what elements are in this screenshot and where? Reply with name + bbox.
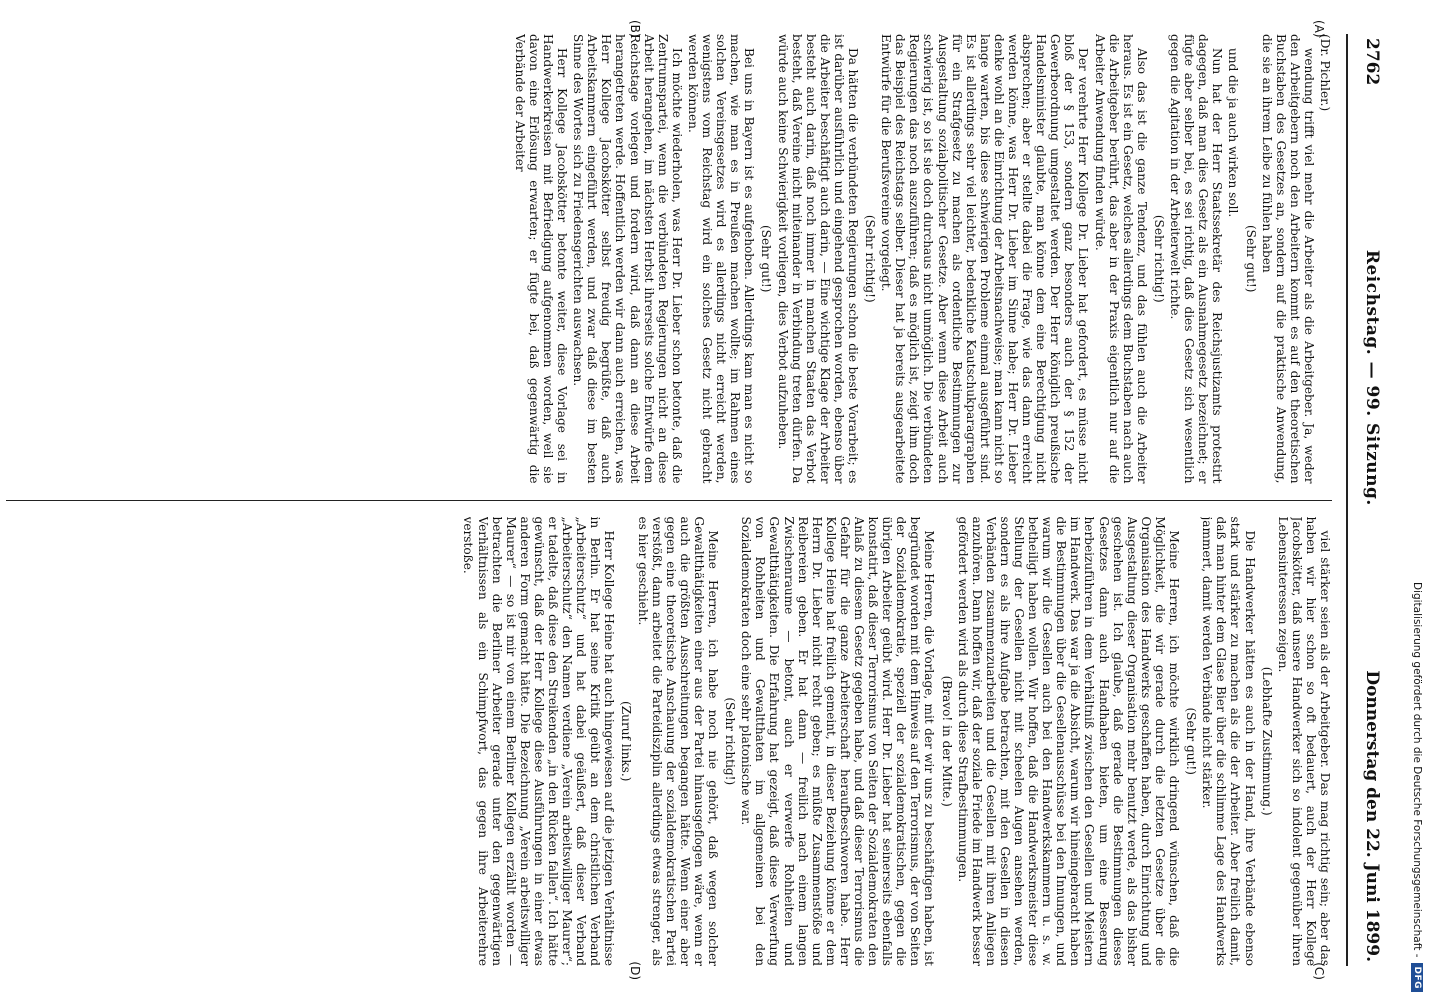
page-date: Donnerstag den 22. Juni 1899.: [1362, 670, 1382, 962]
page-title: Reichstag. — 99. Sitzung.: [1362, 249, 1382, 506]
paragraph: und die ja auch wirken soll.: [1226, 48, 1241, 218]
speaker-label: (Dr. Pichler.): [1318, 34, 1332, 112]
column-divider: [6, 500, 1332, 501]
paragraph: Nun hat der Herr Staatssekretär des Reichsjustizamts protestirt dagegen, daß man dies Gesetz als ein Ausnahmegesetz bezeichnet; er fügte aber selber bei, es sei richtig, daß dies Gesetz sich wesentlich gegen die Agitation in der Arbeiterwelt richte.: [1168, 34, 1225, 484]
rotated-page: [2, 20, 1382, 980]
credit-text: Digitalisierung gefördert durch die Deutsche Forschungsgemeinschaft -: [1411, 581, 1423, 958]
page-header: [1346, 34, 1382, 966]
paragraph: Da hätten die verbündeten Regierungen schon die beste Vorarbeit; es ist darüber ausführlich und eingehend gesprochen worden, ebenso über die Arbeiter beschäftigt auch darin, — Eine wichtige Klage der Arbeiter besteht auch darin, daß noch immer in manchen Staaten das Verbot besteht, daß Vereine nicht miteinander in Verbindung treten dürfen. Da würde auch keine Schwierigkeit vorliegen, dies Verbot aufzuheben.: [775, 34, 860, 484]
paragraph: Bei uns in Bayern ist es aufgehoben. Allerdings kam man es nicht so machen, wie man es in Preußen machen wollte; im Rahmen eines solchen Vereinsgesetzes wird es allerdings nicht erreicht werden, wenigstens vom Reichstag wird ein solches Gesetz nicht gebracht werden können.: [685, 34, 757, 484]
interjection: (Sehr gut!): [759, 224, 774, 293]
paragraph: Ich möchte wiederholen, was Herr Dr. Lieber schon betonte, daß die Zentrumspartei, wenn die verbündeten Regierungen nicht an diese Arbeit herangehen, im nächsten Herbst ihrerseits solche Entwürfe dem Reichstage vorlegen und fordern wird, daß dann an diese Arbeit herangetreten werde. Hoffentlich werden wir dann auch erreichen, was Herr Kollege Jacobskötter selbst freudig begrüßte, daß auch Arbeitskammern eingeführt werden, und zwar daß diese im besten Sinne des Wortes sich zu Friedensgerichten auswachsen.: [571, 34, 684, 484]
paragraph: wendung trifft viel mehr die Arbeiter als die Arbeitgeber. Ja, weder den Arbeitgebern noch den Arbeitern kommt es auf den theoretischen Buchstaben des Gesetzes an, sondern auf die praktische Anwendung, die sie an ihrem Leibe zu fühlen haben: [1259, 34, 1316, 484]
paragraph: Die Handwerker hätten es auch in der Hand, ihre Verbände ebenso stark und stärker zu machen als die der Arbeiter. Aber freilich damit, daß man hinter dem Glase Bier über die schlimme Lage des Handwerks jammert, damit werden Verbände nicht stärker.: [1200, 516, 1257, 966]
paragraph: Herr Kollege Heine hat auch hingewiesen auf die jetzigen Verhältnisse in Berlin. Er hat seine Kritik geübt an dem christlichen Verband „Arbeiterschutz“ und hat dabei geäußert, daß dieser Verband „Arbeiterschutz“ den Namen verdiene „Verein arbeitswilliger Maurer“; er tadelte, daß diese den Streikenden „in den Rücken fallen“. Ich hätte gewünscht, daß der Herr Kollege diese Ausführungen in einer etwas anderen Form gemacht hätte. Die Bezeichnung „Verein arbeitswilliger Maurer“ — so ist mir von einem Berliner Kollegen erzählt worden — betrachten die Berliner Arbeiter gerade unter den gegenwärtigen Verhältnissen als ein Schimpfwort, das gegen ihre Arbeiterehre verstoße.: [461, 516, 617, 966]
interjection: (Sehr gut!): [1184, 707, 1199, 776]
left-column: [6, 34, 1332, 484]
interjection: (Sehr richtig!): [723, 697, 738, 786]
dfg-logo: DFG: [1411, 963, 1423, 992]
paragraph: Der verehrte Herr Kollege Dr. Lieber hat gefordert, es müsse nicht bloß der § 153, sondern ganz besonders auch der § 152 der Gewerbeordnung umgestaltet werden. Der Herr königlich preußische Handelsminister glaubte, man könne dem eine Berechtigung nicht absprechen; aber er stellte dabei die Frage, wie das dann erreicht werden könne, was Herr Dr. Lieber im Sinne habe; Herr Dr. Lieber denke wohl an die Einrichtung der Arbeitsnachweise; man kann nicht so lange warten, bis diese schwierigen Probleme einmal ausgeführt sind. Es ist allerdings sehr viel leichter, bedenkliche Kautschukparagraphen für ein Strafgesetz zu machen als ordentliche Bestimmungen zur Ausgestaltung sozialpolitischer Gesetze. Aber wenn diese Arbeit auch schwierig ist, so ist sie doch durchaus nicht unmöglich. Die verbündeten Regierungen das noch auszuführen; daß es möglich ist, zeigt ihm doch das Beispiel des Reichstags selber. Dieser hat ja bereits ausgearbeitete Entwürfe für die Berufsvereine vorgelegt.: [879, 34, 1091, 484]
margin-marker-c: (C): [1312, 962, 1326, 980]
interjection: (Lebhafte Zustimmung.): [1259, 666, 1274, 816]
paragraph: Herr Kollege Jacobskötter betonte weiter, diese Vorlage sei in Handwerkerkreisen mit Befriedigung aufgenommen worden, weil sie davon eine Erlösung erwarten; er fügte bei, daß gegenwärtig die Verbände der Arbeiter: [512, 34, 570, 484]
margin-marker-d: (D): [628, 961, 642, 980]
margin-marker-a: (A): [1312, 20, 1326, 38]
paragraph: Meine Herren, die Vorlage, mit der wir uns zu beschäftigen haben, ist begründet worden mit dem Hinweis auf den Terrorismus, der von Seiten der Sozialdemokratie, speziell der sozialdemokratischen, gegen die übrigen Arbeiter geübt wird. Herr Dr. Lieber hat seinerseits ebenfalls konstatirt, daß dieser Terrorismus von Seiten der Sozialdemokraten den Anlaß zu diesem Gesetz gegeben habe, und daß dieser Terrorismus die Gefahr für die ganze Arbeiterschaft heraufbeschworen habe. Herr Kollege Heine hat freilich gemeint, in dieser Beziehung könne er dem Herrn Dr. Lieber nicht recht geben; es müßte Zusammenstöße und Reibereien geben. Er hat dann — freilich nach einem langen Zwischenraume — betont, auch er verwerfe Rohheiten und Gewaltthätigkeiten. Die Erfahrung hat gezeigt, daß diese Verwerfung von Rohheiten und Gewaltthaten im allgemeinen bei den Sozialdemokraten doch eine sehr platonische war.: [739, 516, 937, 966]
interjection: (Sehr richtig!): [1151, 214, 1166, 303]
paragraph: Also das ist die ganze Tendenz, und das fühlen auch die Arbeiter heraus. Es ist ein Gesetz, welches allerdings dem Buchstaben nach auch die Arbeitgeber berührt, das aber in der Praxis eigentlich nur auf die Arbeiter Anwendung finden würde.: [1092, 34, 1149, 484]
paragraph: Meine Herren, ich möchte wirklich dringend wünschen, daß die Möglichkeit, die wir gerade durch die letzten Gesetze über die Organisation des Handwerks geschaffen haben, durch Einrichtung und Ausgestaltung dieser Organisation mehr benutzt werde, als das bisher geschehen ist. Ich glaube, daß gerade die Bestimmungen dieses Gesetzes dann auch Handhaben bieten, um eine Besserung herbeizuführen in dem Verhältniß zwischen den Gesellen und Meistern im Handwerk. Das war ja die Absicht, warum wir hineingebracht haben die Bestimmungen über die Gesellenausschüsse bei den Innungen, und warum wir die Gesellen auch bei den Handwerkskammern u. s. w. betheiligt haben wollen. Wir hoffen, daß die Handwerksmeister diese Stellung der Gesellen nicht mit scheelen Augen ansehen werden, sondern es als ihre Aufgabe betrachten, mit den Gesellen in diesen Verbänden zusammenzuarbeiten und die Gesellen mit ihren Anliegen anzuhören. Dann hoffen wir, daß der soziale Friede im Handwerk besser gefördert werden wird als durch diese Strafbestimmungen.: [955, 516, 1182, 966]
right-column: [6, 517, 1332, 967]
interjection: (Zuruf links.): [619, 701, 634, 782]
paragraph: Meine Herren, ich habe noch nie gehört, daß wegen solcher Gewaltthätigkeiten einer aus der Partei hinausgeflogen wäre, wenn er auch die größten Ausschreitungen begangen hätte. Wenn einer aber gegen eine theoretische Anschauung der sozialdemokratischen Partei verstößt, dann arbeitet die Parteidisziplin allerdings etwas strenger, als es hier geschieht.: [635, 516, 721, 966]
interjection: (Sehr richtig!): [863, 214, 878, 303]
columns: [6, 20, 1332, 980]
paragraph: viel stärker seien als der Arbeitgeber. Das mag richtig sein; aber das haben wir hier schon so oft bedauert, auch der Herr Kollege Jacobskötter, daß unsere Handwerker sich so indolent gegenüber ihren Lebensinteressen zeigen.: [1275, 516, 1332, 966]
page-number: 2762: [1362, 38, 1382, 86]
interjection: (Bravo! in der Mitte.): [939, 675, 954, 807]
margin-marker-b: (B): [628, 20, 642, 38]
credit-strip: [1400, 0, 1434, 1000]
interjection: (Sehr gut!): [1243, 224, 1258, 293]
